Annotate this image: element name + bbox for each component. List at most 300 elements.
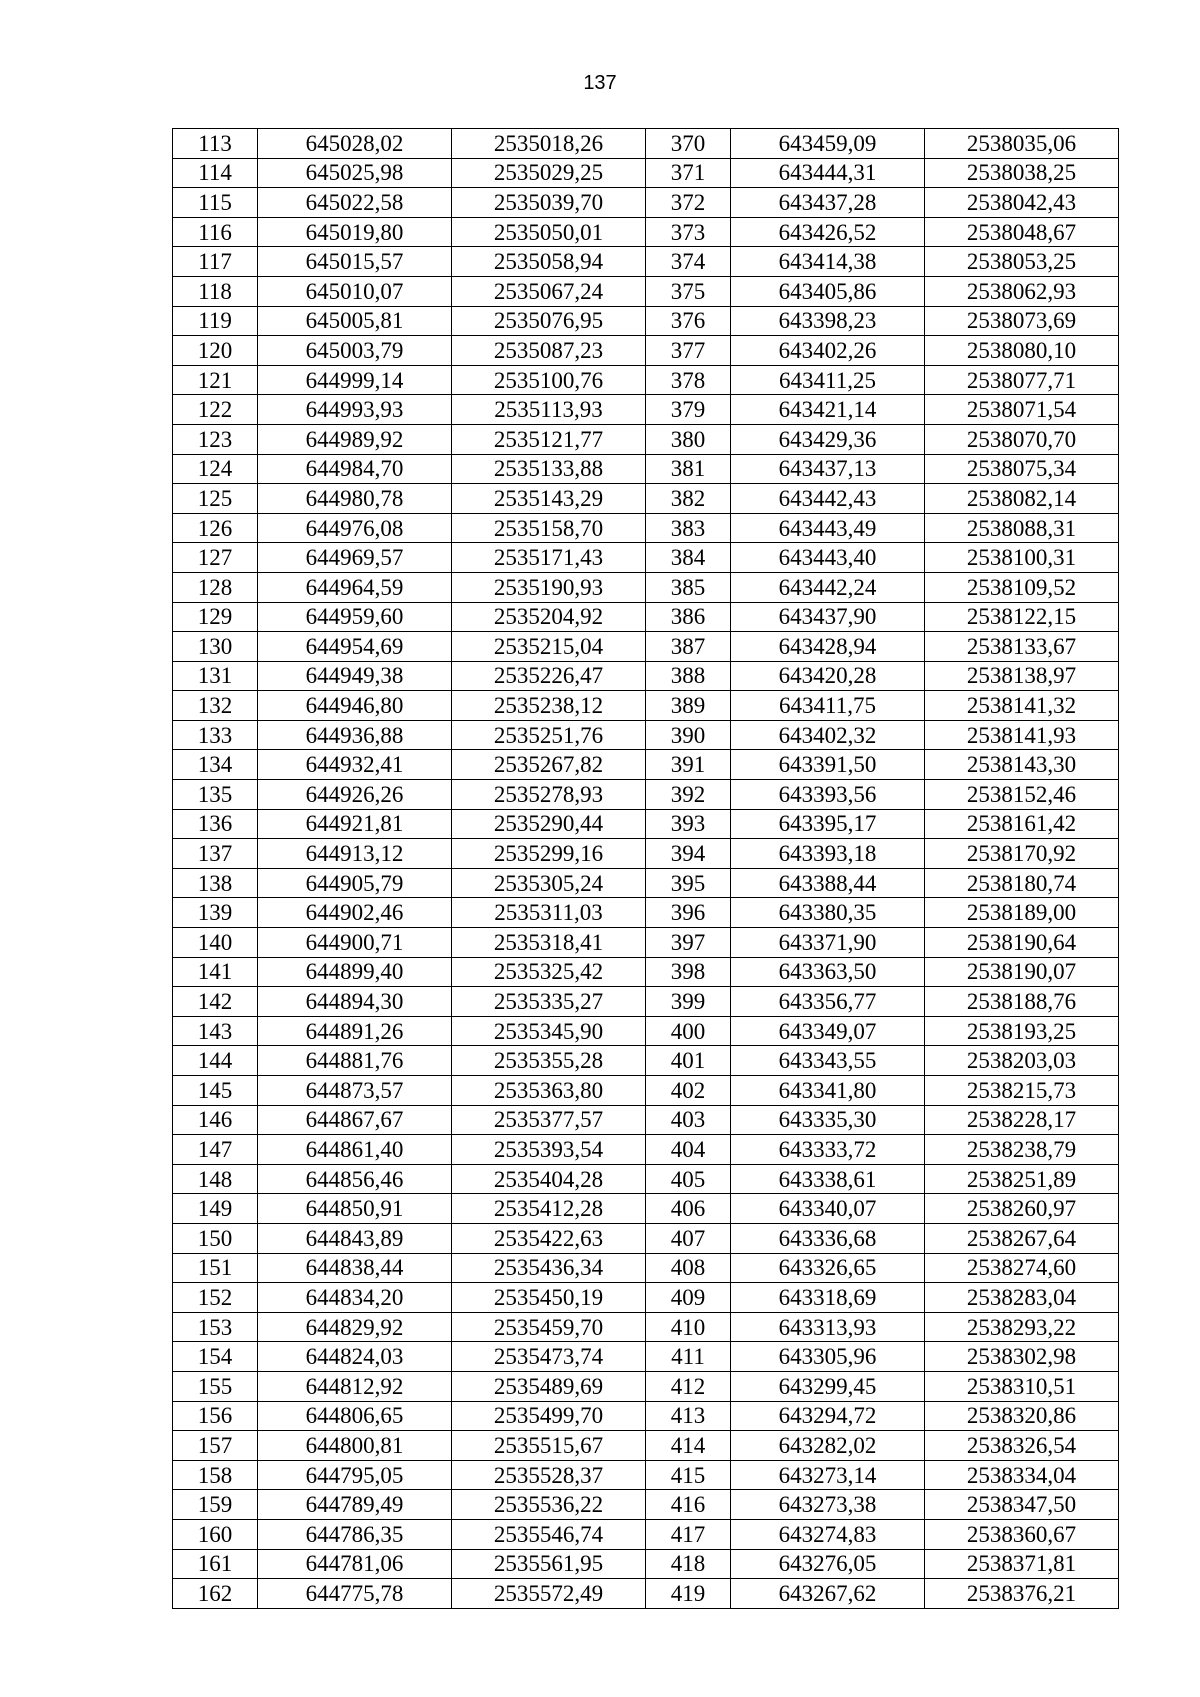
y-coordinate-cell: 2535029,25 <box>452 158 646 188</box>
point-number-cell: 119 <box>173 306 258 336</box>
y-coordinate-cell: 2538189,00 <box>925 898 1119 928</box>
point-number-cell: 145 <box>173 1076 258 1106</box>
y-coordinate-cell: 2538310,51 <box>925 1371 1119 1401</box>
point-number-cell: 140 <box>173 928 258 958</box>
y-coordinate-cell: 2538053,25 <box>925 247 1119 277</box>
point-number-cell: 127 <box>173 543 258 573</box>
point-number-cell: 406 <box>646 1194 731 1224</box>
point-number-cell: 397 <box>646 928 731 958</box>
x-coordinate-cell: 644946,80 <box>258 691 452 721</box>
x-coordinate-cell: 644806,65 <box>258 1401 452 1431</box>
y-coordinate-cell: 2535100,76 <box>452 365 646 395</box>
point-number-cell: 393 <box>646 809 731 839</box>
x-coordinate-cell: 644984,70 <box>258 454 452 484</box>
y-coordinate-cell: 2535087,23 <box>452 336 646 366</box>
y-coordinate-cell: 2538143,30 <box>925 750 1119 780</box>
point-number-cell: 118 <box>173 276 258 306</box>
point-number-cell: 391 <box>646 750 731 780</box>
point-number-cell: 387 <box>646 632 731 662</box>
y-coordinate-cell: 2538190,07 <box>925 957 1119 987</box>
table-row <box>173 1076 1119 1106</box>
point-number-cell: 385 <box>646 572 731 602</box>
table-row <box>173 1401 1119 1431</box>
table-row <box>173 336 1119 366</box>
table-row <box>173 987 1119 1017</box>
x-coordinate-cell: 643326,65 <box>731 1253 925 1283</box>
x-coordinate-cell: 643443,49 <box>731 513 925 543</box>
x-coordinate-cell: 643402,32 <box>731 720 925 750</box>
y-coordinate-cell: 2538077,71 <box>925 365 1119 395</box>
point-number-cell: 134 <box>173 750 258 780</box>
point-number-cell: 413 <box>646 1401 731 1431</box>
x-coordinate-cell: 645025,98 <box>258 158 452 188</box>
point-number-cell: 156 <box>173 1401 258 1431</box>
x-coordinate-cell: 644913,12 <box>258 839 452 869</box>
x-coordinate-cell: 643426,52 <box>731 217 925 247</box>
y-coordinate-cell: 2538193,25 <box>925 1016 1119 1046</box>
x-coordinate-cell: 644781,06 <box>258 1549 452 1579</box>
y-coordinate-cell: 2538283,04 <box>925 1283 1119 1313</box>
y-coordinate-cell: 2535412,28 <box>452 1194 646 1224</box>
y-coordinate-cell: 2538109,52 <box>925 572 1119 602</box>
y-coordinate-cell: 2535499,70 <box>452 1401 646 1431</box>
y-coordinate-cell: 2535226,47 <box>452 661 646 691</box>
point-number-cell: 396 <box>646 898 731 928</box>
table-row <box>173 928 1119 958</box>
x-coordinate-cell: 644800,81 <box>258 1431 452 1461</box>
table-row <box>173 247 1119 277</box>
x-coordinate-cell: 643273,14 <box>731 1460 925 1490</box>
x-coordinate-cell: 644926,26 <box>258 780 452 810</box>
y-coordinate-cell: 2535393,54 <box>452 1135 646 1165</box>
table-row <box>173 1283 1119 1313</box>
y-coordinate-cell: 2538260,97 <box>925 1194 1119 1224</box>
point-number-cell: 410 <box>646 1312 731 1342</box>
x-coordinate-cell: 644775,78 <box>258 1579 452 1609</box>
table-row <box>173 543 1119 573</box>
table-row <box>173 1016 1119 1046</box>
point-number-cell: 408 <box>646 1253 731 1283</box>
x-coordinate-cell: 643429,36 <box>731 424 925 454</box>
point-number-cell: 372 <box>646 188 731 218</box>
table-row <box>173 188 1119 218</box>
point-number-cell: 416 <box>646 1490 731 1520</box>
table-row <box>173 484 1119 514</box>
y-coordinate-cell: 2538138,97 <box>925 661 1119 691</box>
point-number-cell: 114 <box>173 158 258 188</box>
y-coordinate-cell: 2538334,04 <box>925 1460 1119 1490</box>
y-coordinate-cell: 2538062,93 <box>925 276 1119 306</box>
y-coordinate-cell: 2535039,70 <box>452 188 646 218</box>
point-number-cell: 418 <box>646 1549 731 1579</box>
y-coordinate-cell: 2538100,31 <box>925 543 1119 573</box>
x-coordinate-cell: 644989,92 <box>258 424 452 454</box>
x-coordinate-cell: 644786,35 <box>258 1519 452 1549</box>
table-row <box>173 158 1119 188</box>
y-coordinate-cell: 2538376,21 <box>925 1579 1119 1609</box>
x-coordinate-cell: 643414,38 <box>731 247 925 277</box>
x-coordinate-cell: 645005,81 <box>258 306 452 336</box>
y-coordinate-cell: 2538161,42 <box>925 809 1119 839</box>
point-number-cell: 162 <box>173 1579 258 1609</box>
x-coordinate-cell: 644980,78 <box>258 484 452 514</box>
y-coordinate-cell: 2538038,25 <box>925 158 1119 188</box>
point-number-cell: 388 <box>646 661 731 691</box>
y-coordinate-cell: 2538326,54 <box>925 1431 1119 1461</box>
table-row <box>173 365 1119 395</box>
x-coordinate-cell: 645003,79 <box>258 336 452 366</box>
x-coordinate-cell: 643391,50 <box>731 750 925 780</box>
y-coordinate-cell: 2538073,69 <box>925 306 1119 336</box>
table-row <box>173 1579 1119 1609</box>
point-number-cell: 149 <box>173 1194 258 1224</box>
point-number-cell: 154 <box>173 1342 258 1372</box>
point-number-cell: 141 <box>173 957 258 987</box>
x-coordinate-cell: 643313,93 <box>731 1312 925 1342</box>
point-number-cell: 158 <box>173 1460 258 1490</box>
x-coordinate-cell: 644795,05 <box>258 1460 452 1490</box>
y-coordinate-cell: 2535121,77 <box>452 424 646 454</box>
y-coordinate-cell: 2538082,14 <box>925 484 1119 514</box>
y-coordinate-cell: 2535305,24 <box>452 868 646 898</box>
table-row <box>173 395 1119 425</box>
x-coordinate-cell: 643393,18 <box>731 839 925 869</box>
table-row <box>173 809 1119 839</box>
x-coordinate-cell: 643335,30 <box>731 1105 925 1135</box>
x-coordinate-cell: 644932,41 <box>258 750 452 780</box>
table-row <box>173 780 1119 810</box>
point-number-cell: 376 <box>646 306 731 336</box>
x-coordinate-cell: 644993,93 <box>258 395 452 425</box>
x-coordinate-cell: 644894,30 <box>258 987 452 1017</box>
point-number-cell: 146 <box>173 1105 258 1135</box>
y-coordinate-cell: 2538035,06 <box>925 129 1119 159</box>
y-coordinate-cell: 2535489,69 <box>452 1371 646 1401</box>
x-coordinate-cell: 644873,57 <box>258 1076 452 1106</box>
x-coordinate-cell: 644856,46 <box>258 1164 452 1194</box>
x-coordinate-cell: 643437,13 <box>731 454 925 484</box>
x-coordinate-cell: 645028,02 <box>258 129 452 159</box>
point-number-cell: 129 <box>173 602 258 632</box>
point-number-cell: 400 <box>646 1016 731 1046</box>
y-coordinate-cell: 2535515,67 <box>452 1431 646 1461</box>
y-coordinate-cell: 2538080,10 <box>925 336 1119 366</box>
point-number-cell: 373 <box>646 217 731 247</box>
table-row <box>173 602 1119 632</box>
point-number-cell: 153 <box>173 1312 258 1342</box>
x-coordinate-cell: 643395,17 <box>731 809 925 839</box>
y-coordinate-cell: 2535143,29 <box>452 484 646 514</box>
x-coordinate-cell: 644789,49 <box>258 1490 452 1520</box>
point-number-cell: 415 <box>646 1460 731 1490</box>
point-number-cell: 150 <box>173 1223 258 1253</box>
y-coordinate-cell: 2538071,54 <box>925 395 1119 425</box>
x-coordinate-cell: 643388,44 <box>731 868 925 898</box>
y-coordinate-cell: 2535377,57 <box>452 1105 646 1135</box>
y-coordinate-cell: 2538203,03 <box>925 1046 1119 1076</box>
y-coordinate-cell: 2538274,60 <box>925 1253 1119 1283</box>
point-number-cell: 382 <box>646 484 731 514</box>
x-coordinate-cell: 644921,81 <box>258 809 452 839</box>
point-number-cell: 138 <box>173 868 258 898</box>
y-coordinate-cell: 2535290,44 <box>452 809 646 839</box>
x-coordinate-cell: 643437,90 <box>731 602 925 632</box>
point-number-cell: 144 <box>173 1046 258 1076</box>
x-coordinate-cell: 644829,92 <box>258 1312 452 1342</box>
y-coordinate-cell: 2535076,95 <box>452 306 646 336</box>
point-number-cell: 148 <box>173 1164 258 1194</box>
point-number-cell: 401 <box>646 1046 731 1076</box>
x-coordinate-cell: 643444,31 <box>731 158 925 188</box>
table-row <box>173 129 1119 159</box>
table-row <box>173 513 1119 543</box>
x-coordinate-cell: 643267,62 <box>731 1579 925 1609</box>
y-coordinate-cell: 2535528,37 <box>452 1460 646 1490</box>
table-row <box>173 868 1119 898</box>
point-number-cell: 115 <box>173 188 258 218</box>
y-coordinate-cell: 2535459,70 <box>452 1312 646 1342</box>
point-number-cell: 389 <box>646 691 731 721</box>
y-coordinate-cell: 2535190,93 <box>452 572 646 602</box>
point-number-cell: 147 <box>173 1135 258 1165</box>
table-row <box>173 957 1119 987</box>
point-number-cell: 116 <box>173 217 258 247</box>
x-coordinate-cell: 643341,80 <box>731 1076 925 1106</box>
coordinates-table <box>172 128 1119 1609</box>
y-coordinate-cell: 2538228,17 <box>925 1105 1119 1135</box>
point-number-cell: 411 <box>646 1342 731 1372</box>
y-coordinate-cell: 2535345,90 <box>452 1016 646 1046</box>
table-row <box>173 1194 1119 1224</box>
point-number-cell: 394 <box>646 839 731 869</box>
y-coordinate-cell: 2535267,82 <box>452 750 646 780</box>
point-number-cell: 384 <box>646 543 731 573</box>
x-coordinate-cell: 644861,40 <box>258 1135 452 1165</box>
x-coordinate-cell: 645019,80 <box>258 217 452 247</box>
point-number-cell: 130 <box>173 632 258 662</box>
x-coordinate-cell: 644999,14 <box>258 365 452 395</box>
table-row <box>173 1164 1119 1194</box>
y-coordinate-cell: 2538320,86 <box>925 1401 1119 1431</box>
y-coordinate-cell: 2535363,80 <box>452 1076 646 1106</box>
x-coordinate-cell: 643428,94 <box>731 632 925 662</box>
x-coordinate-cell: 643340,07 <box>731 1194 925 1224</box>
point-number-cell: 132 <box>173 691 258 721</box>
y-coordinate-cell: 2538042,43 <box>925 188 1119 218</box>
y-coordinate-cell: 2535450,19 <box>452 1283 646 1313</box>
x-coordinate-cell: 644954,69 <box>258 632 452 662</box>
y-coordinate-cell: 2535067,24 <box>452 276 646 306</box>
x-coordinate-cell: 643398,23 <box>731 306 925 336</box>
point-number-cell: 419 <box>646 1579 731 1609</box>
y-coordinate-cell: 2538238,79 <box>925 1135 1119 1165</box>
x-coordinate-cell: 644969,57 <box>258 543 452 573</box>
point-number-cell: 161 <box>173 1549 258 1579</box>
table-row <box>173 217 1119 247</box>
y-coordinate-cell: 2538215,73 <box>925 1076 1119 1106</box>
x-coordinate-cell: 643421,14 <box>731 395 925 425</box>
y-coordinate-cell: 2535546,74 <box>452 1519 646 1549</box>
y-coordinate-cell: 2535318,41 <box>452 928 646 958</box>
x-coordinate-cell: 643442,24 <box>731 572 925 602</box>
y-coordinate-cell: 2538070,70 <box>925 424 1119 454</box>
table-row <box>173 1371 1119 1401</box>
y-coordinate-cell: 2535018,26 <box>452 129 646 159</box>
point-number-cell: 414 <box>646 1431 731 1461</box>
point-number-cell: 117 <box>173 247 258 277</box>
table-row <box>173 1431 1119 1461</box>
x-coordinate-cell: 643402,26 <box>731 336 925 366</box>
point-number-cell: 417 <box>646 1519 731 1549</box>
point-number-cell: 139 <box>173 898 258 928</box>
x-coordinate-cell: 644891,26 <box>258 1016 452 1046</box>
table-row <box>173 1519 1119 1549</box>
x-coordinate-cell: 643420,28 <box>731 661 925 691</box>
table-row <box>173 750 1119 780</box>
point-number-cell: 160 <box>173 1519 258 1549</box>
y-coordinate-cell: 2535422,63 <box>452 1223 646 1253</box>
point-number-cell: 159 <box>173 1490 258 1520</box>
point-number-cell: 378 <box>646 365 731 395</box>
point-number-cell: 152 <box>173 1283 258 1313</box>
x-coordinate-cell: 643411,75 <box>731 691 925 721</box>
point-number-cell: 124 <box>173 454 258 484</box>
table-row <box>173 306 1119 336</box>
y-coordinate-cell: 2538075,34 <box>925 454 1119 484</box>
point-number-cell: 123 <box>173 424 258 454</box>
x-coordinate-cell: 644881,76 <box>258 1046 452 1076</box>
y-coordinate-cell: 2535325,42 <box>452 957 646 987</box>
y-coordinate-cell: 2538347,50 <box>925 1490 1119 1520</box>
table-row <box>173 1046 1119 1076</box>
point-number-cell: 402 <box>646 1076 731 1106</box>
point-number-cell: 374 <box>646 247 731 277</box>
x-coordinate-cell: 643282,02 <box>731 1431 925 1461</box>
y-coordinate-cell: 2535204,92 <box>452 602 646 632</box>
x-coordinate-cell: 644905,79 <box>258 868 452 898</box>
y-coordinate-cell: 2535133,88 <box>452 454 646 484</box>
y-coordinate-cell: 2535171,43 <box>452 543 646 573</box>
x-coordinate-cell: 644843,89 <box>258 1223 452 1253</box>
y-coordinate-cell: 2538048,67 <box>925 217 1119 247</box>
point-number-cell: 135 <box>173 780 258 810</box>
point-number-cell: 398 <box>646 957 731 987</box>
y-coordinate-cell: 2535058,94 <box>452 247 646 277</box>
x-coordinate-cell: 644824,03 <box>258 1342 452 1372</box>
x-coordinate-cell: 643273,38 <box>731 1490 925 1520</box>
table-row <box>173 424 1119 454</box>
y-coordinate-cell: 2535473,74 <box>452 1342 646 1372</box>
y-coordinate-cell: 2535278,93 <box>452 780 646 810</box>
table-row <box>173 1490 1119 1520</box>
point-number-cell: 404 <box>646 1135 731 1165</box>
point-number-cell: 381 <box>646 454 731 484</box>
point-number-cell: 412 <box>646 1371 731 1401</box>
y-coordinate-cell: 2538190,64 <box>925 928 1119 958</box>
point-number-cell: 403 <box>646 1105 731 1135</box>
y-coordinate-cell: 2538152,46 <box>925 780 1119 810</box>
point-number-cell: 143 <box>173 1016 258 1046</box>
point-number-cell: 380 <box>646 424 731 454</box>
table-row <box>173 691 1119 721</box>
table-row <box>173 1253 1119 1283</box>
y-coordinate-cell: 2538180,74 <box>925 868 1119 898</box>
x-coordinate-cell: 644900,71 <box>258 928 452 958</box>
point-number-cell: 136 <box>173 809 258 839</box>
table-row <box>173 1135 1119 1165</box>
x-coordinate-cell: 644902,46 <box>258 898 452 928</box>
point-number-cell: 157 <box>173 1431 258 1461</box>
y-coordinate-cell: 2538133,67 <box>925 632 1119 662</box>
y-coordinate-cell: 2538122,15 <box>925 602 1119 632</box>
x-coordinate-cell: 643405,86 <box>731 276 925 306</box>
point-number-cell: 371 <box>646 158 731 188</box>
table-row <box>173 1549 1119 1579</box>
x-coordinate-cell: 643437,28 <box>731 188 925 218</box>
table-row <box>173 839 1119 869</box>
point-number-cell: 113 <box>173 129 258 159</box>
x-coordinate-cell: 643349,07 <box>731 1016 925 1046</box>
x-coordinate-cell: 643276,05 <box>731 1549 925 1579</box>
table-row <box>173 1105 1119 1135</box>
x-coordinate-cell: 643371,90 <box>731 928 925 958</box>
x-coordinate-cell: 643343,55 <box>731 1046 925 1076</box>
x-coordinate-cell: 644949,38 <box>258 661 452 691</box>
y-coordinate-cell: 2535572,49 <box>452 1579 646 1609</box>
y-coordinate-cell: 2538360,67 <box>925 1519 1119 1549</box>
y-coordinate-cell: 2535536,22 <box>452 1490 646 1520</box>
y-coordinate-cell: 2535113,93 <box>452 395 646 425</box>
y-coordinate-cell: 2535251,76 <box>452 720 646 750</box>
point-number-cell: 125 <box>173 484 258 514</box>
y-coordinate-cell: 2535299,16 <box>452 839 646 869</box>
x-coordinate-cell: 643336,68 <box>731 1223 925 1253</box>
x-coordinate-cell: 643443,40 <box>731 543 925 573</box>
table-row <box>173 1342 1119 1372</box>
y-coordinate-cell: 2538293,22 <box>925 1312 1119 1342</box>
y-coordinate-cell: 2535436,34 <box>452 1253 646 1283</box>
x-coordinate-cell: 644834,20 <box>258 1283 452 1313</box>
point-number-cell: 379 <box>646 395 731 425</box>
point-number-cell: 375 <box>646 276 731 306</box>
x-coordinate-cell: 643299,45 <box>731 1371 925 1401</box>
table-row <box>173 720 1119 750</box>
x-coordinate-cell: 643459,09 <box>731 129 925 159</box>
y-coordinate-cell: 2535158,70 <box>452 513 646 543</box>
point-number-cell: 121 <box>173 365 258 395</box>
point-number-cell: 377 <box>646 336 731 366</box>
y-coordinate-cell: 2535311,03 <box>452 898 646 928</box>
x-coordinate-cell: 644964,59 <box>258 572 452 602</box>
y-coordinate-cell: 2535335,27 <box>452 987 646 1017</box>
x-coordinate-cell: 643363,50 <box>731 957 925 987</box>
y-coordinate-cell: 2535561,95 <box>452 1549 646 1579</box>
x-coordinate-cell: 644899,40 <box>258 957 452 987</box>
coordinates-table-body <box>173 129 1119 1609</box>
y-coordinate-cell: 2535404,28 <box>452 1164 646 1194</box>
x-coordinate-cell: 644976,08 <box>258 513 452 543</box>
point-number-cell: 131 <box>173 661 258 691</box>
x-coordinate-cell: 644959,60 <box>258 602 452 632</box>
y-coordinate-cell: 2538371,81 <box>925 1549 1119 1579</box>
x-coordinate-cell: 643356,77 <box>731 987 925 1017</box>
x-coordinate-cell: 644867,67 <box>258 1105 452 1135</box>
point-number-cell: 409 <box>646 1283 731 1313</box>
point-number-cell: 399 <box>646 987 731 1017</box>
x-coordinate-cell: 643318,69 <box>731 1283 925 1313</box>
x-coordinate-cell: 644936,88 <box>258 720 452 750</box>
point-number-cell: 137 <box>173 839 258 869</box>
